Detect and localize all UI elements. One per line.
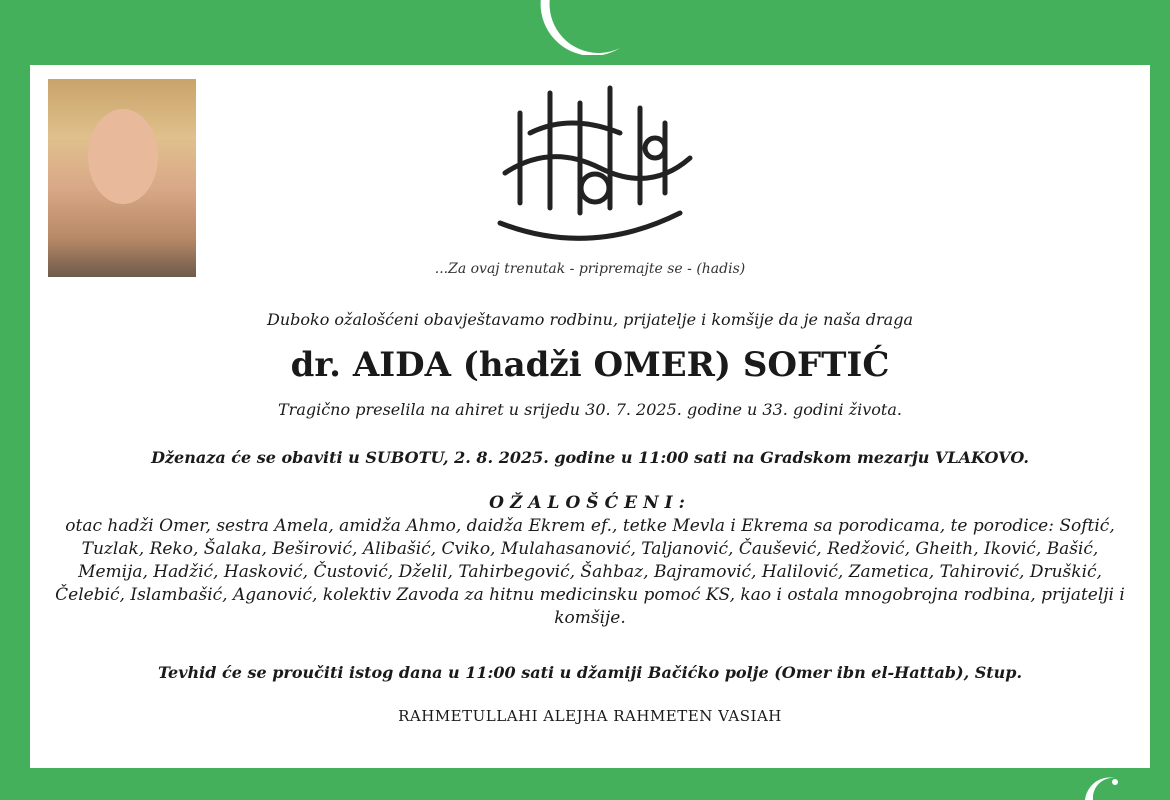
intro-text: Duboko ožalošćeni obavještavamo rodbinu, prijatelje i komšije da je naša draga [267,310,913,329]
obituary-panel [30,65,1150,768]
crescent-star-icon [525,0,645,55]
closing-prayer: RAHMETULLAHI ALEJHA RAHMETEN VASIAH [398,707,782,725]
deceased-name: dr. AIDA (hadži OMER) SOFTIĆ [290,345,890,385]
crescent-icon [1075,770,1135,800]
arabic-calligraphy-icon [460,73,720,253]
portrait-photo [48,79,196,277]
funeral-info: Dženaza će se obaviti u SUBOTU, 2. 8. 2025. godine u 11:00 sati na Gradskom mezarju VLAKOVO. [151,448,1029,467]
hadis-quote: ...Za ovaj trenutak - pripremajte se - (hadis) [434,261,746,277]
death-date-text: Tragično preselila na ahiret u srijedu 30. 7. 2025. godine u 33. godini života. [278,400,902,419]
tevhid-info: Tevhid će se proučiti istog dana u 11:00 sati u džamiji Bačićko polje (Omer ibn el-Hattab), Stup. [157,663,1023,682]
mourners-title: OŽALOŠĆENI: [489,493,691,513]
mourners-list: otac hadži Omer, sestra Amela, amidža Ahmo, daidža Ekrem ef., tetke Mevla i Ekrema sa porodicama, te porodice: Softić, Tuzlak, Reko, Šalaka, Beširović, Alibašić, Cviko, Mulahasanović, Taljanović, Čaušević, Redžović, Gheith, Iković, Bašić, Memija, Hadžić, Hasković, Čustović, Dželil, Tahirbegović, Šahbaz, Bajramović, Halilović, Zametica, Tahirović, Druškić, Čelebić, Islambašić, Aganović, kolektiv Zavoda za hitnu medicinsku pomoć KS, kao i ostala mnogobrojna rodbina, prijatelji i komšije. [55,516,1125,628]
